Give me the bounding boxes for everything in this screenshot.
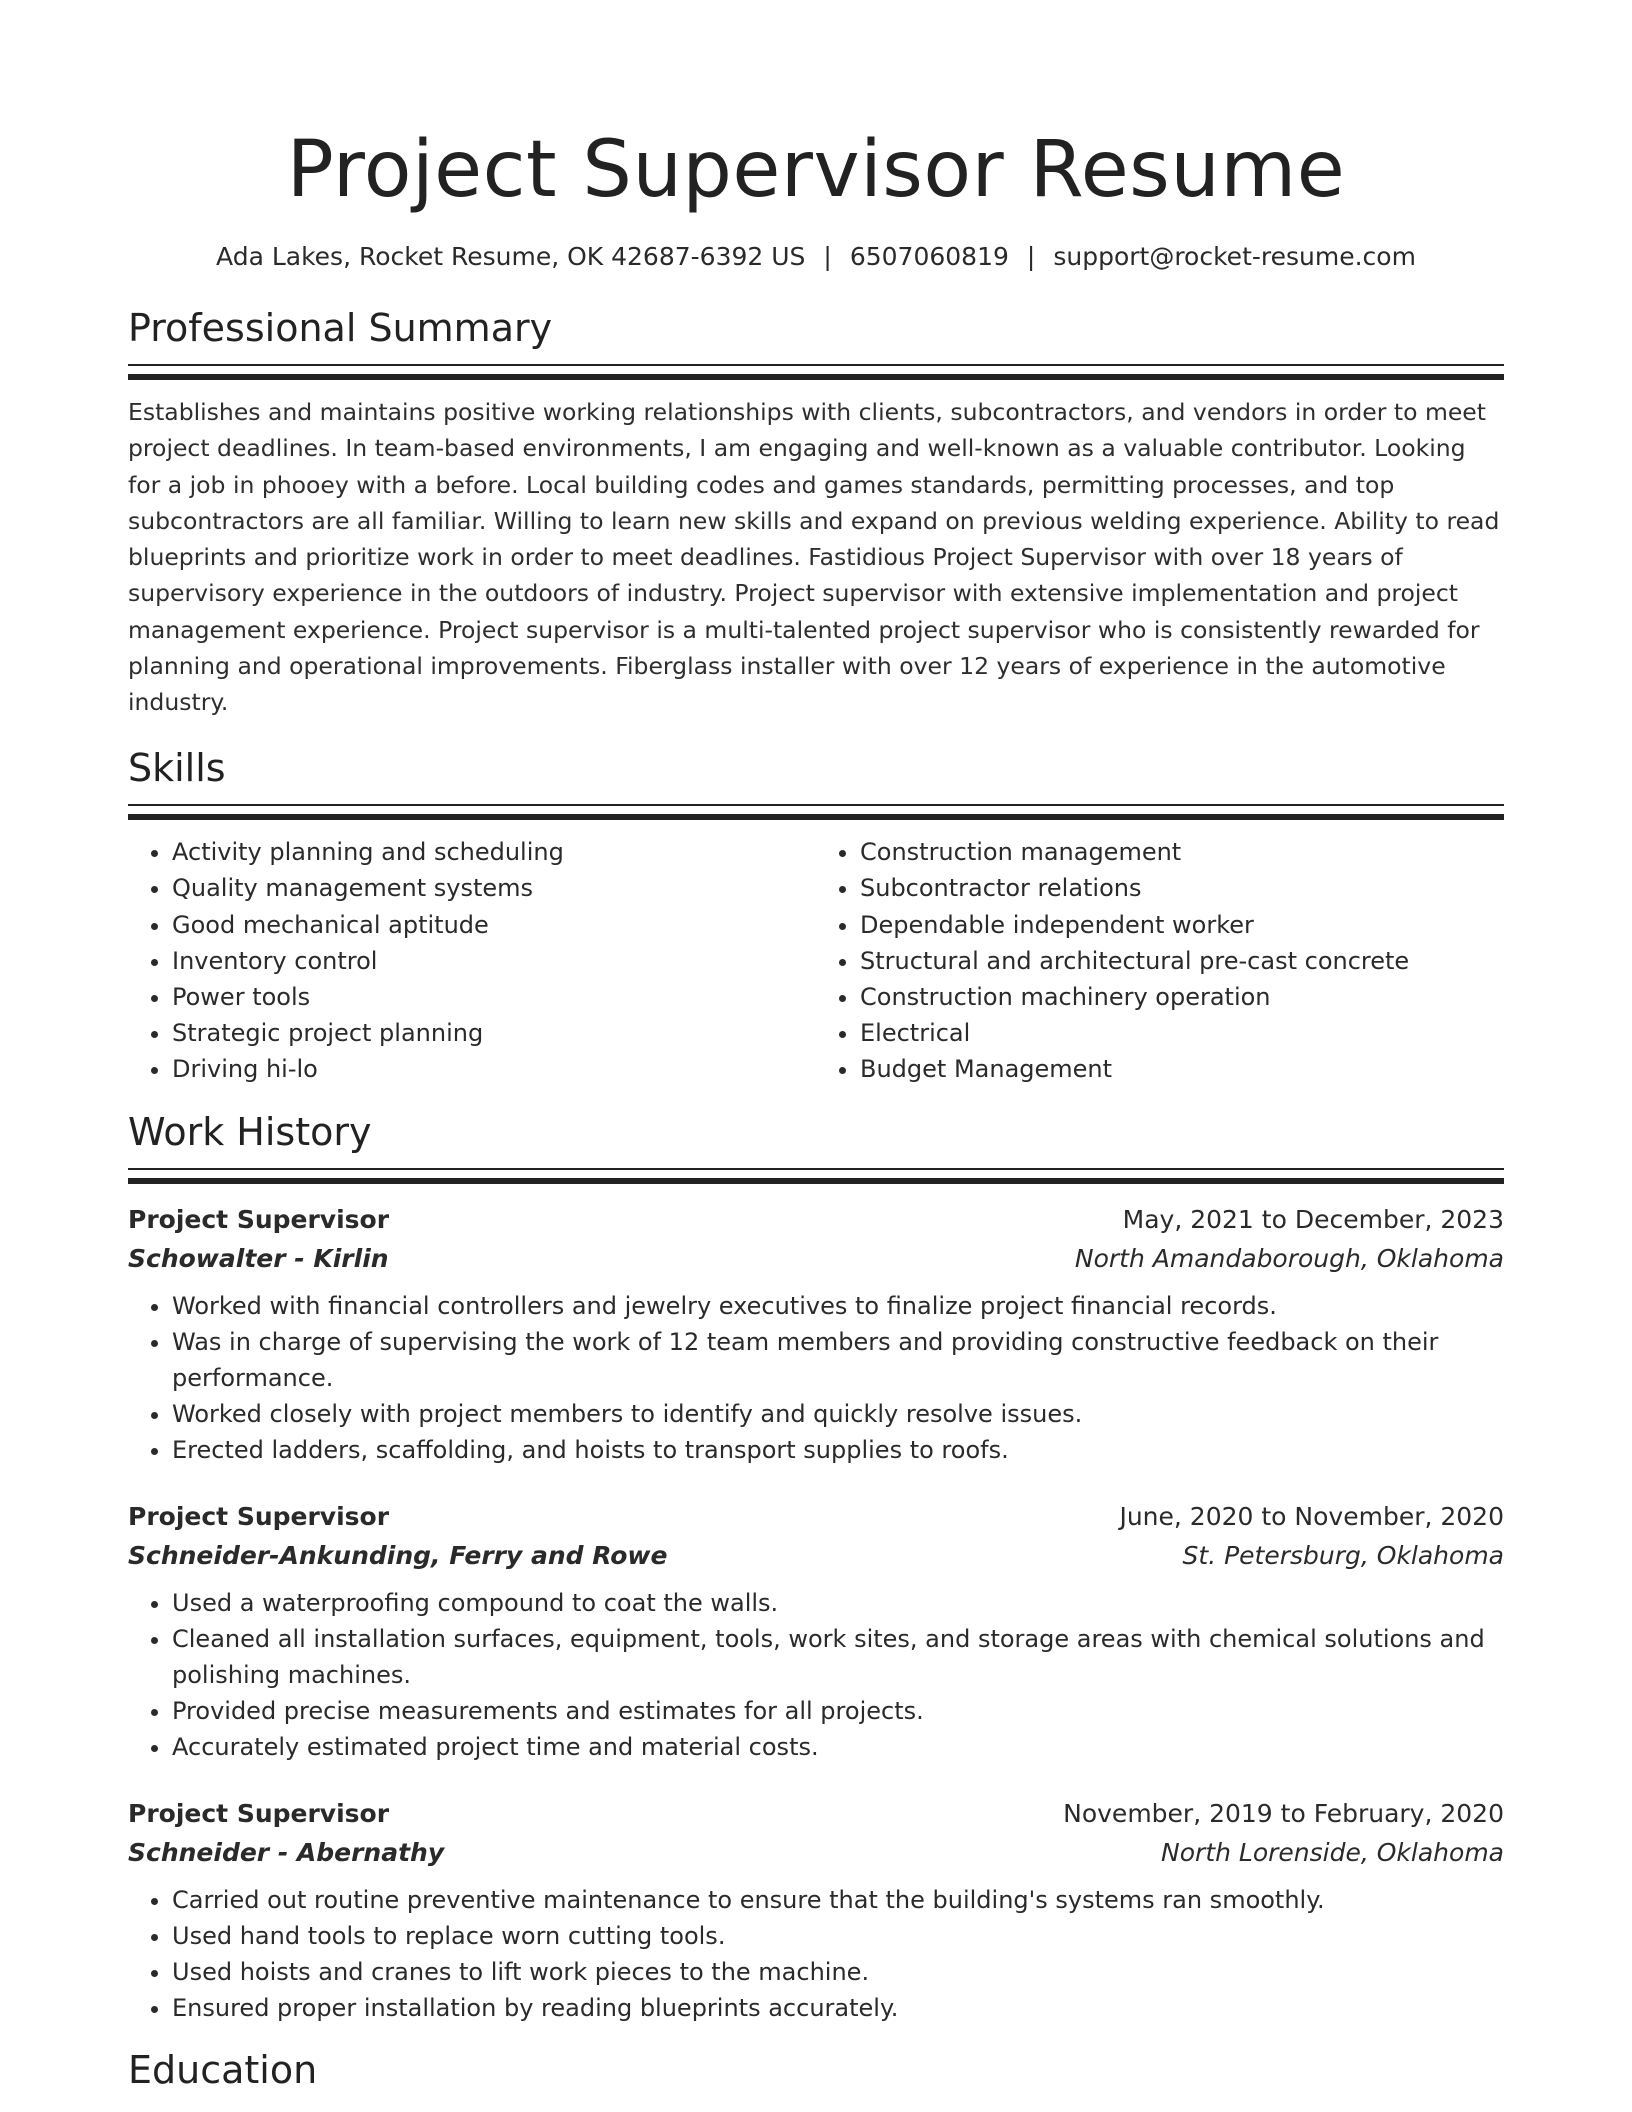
- job-company: Schneider-Ankunding, Ferry and Rowe: [128, 1540, 668, 1570]
- skill-item: • Construction machinery operation: [860, 979, 1504, 1015]
- job-entry: [128, 1794, 1504, 2027]
- job-title: Project Supervisor: [128, 1204, 390, 1234]
- job-title: Project Supervisor: [128, 1501, 390, 1531]
- skill-item: • Structural and architectural pre-cast concrete: [860, 943, 1504, 979]
- summary-heading: Professional Summary: [128, 306, 553, 350]
- contact-separator: |: [823, 242, 832, 271]
- skills-section: [128, 744, 1504, 1087]
- skill-item: • Power tools: [172, 979, 816, 1015]
- job-bullet: • Erected ladders, scaffolding, and hoists to transport supplies to roofs.: [172, 1432, 1504, 1468]
- job-bullet: • Used hand tools to replace worn cutting tools.: [172, 1918, 1504, 1954]
- education-section: [128, 2046, 1504, 2094]
- job-bullet: • Provided precise measurements and estimates for all projects.: [172, 1693, 1504, 1729]
- job-dates: May, 2021 to December, 2023: [1122, 1204, 1504, 1234]
- job-entry: [128, 1200, 1504, 1469]
- job-company-row: [128, 1833, 1504, 1872]
- job-bullet: • Was in charge of supervising the work of 12 team members and providing constructive feedback on their performance.: [172, 1324, 1504, 1396]
- section-divider: [128, 804, 1504, 820]
- work-history-heading: Work History: [128, 1109, 372, 1154]
- contact-separator: |: [1026, 242, 1036, 271]
- job-company-row: [128, 1536, 1504, 1575]
- job-entry: [128, 1497, 1504, 1766]
- job-bullet: • Worked with financial controllers and jewelry executives to finalize project financial records.: [172, 1288, 1504, 1324]
- section-divider: [128, 364, 1504, 380]
- job-header-row: [128, 1794, 1504, 1833]
- job-header-row: [128, 1200, 1504, 1239]
- job-bullet: • Worked closely with project members to identify and quickly resolve issues.: [172, 1396, 1504, 1432]
- skills-heading: Skills: [128, 746, 226, 791]
- contact-email: support@rocket-resume.com: [1053, 242, 1416, 271]
- work-history-section: [128, 1108, 1504, 2027]
- job-company: Schneider - Abernathy: [128, 1837, 445, 1867]
- summary-text: Establishes and maintains positive working relationships with clients, subcontractors, and vendors in order to meet project deadlines. In team-based environments, I am engaging and well-known as a valuable contributor. Looking for a job in phooey with a before. Local building codes and games standards, permitting processes, and top subcontractors are all familiar. Willing to learn new skills and expand on previous welding experience. Ability to read blueprints and prioritize work in order to meet deadlines. Fastidious Project Supervisor with over 18 years of supervisory experience in the outdoors of industry. Project supervisor with extensive implementation and project management experience. Project supervisor is a multi-talented project supervisor who is consistently rewarded for planning and operational improvements. Fiberglass installer with over 12 years of experience in the automotive industry.: [128, 398, 1500, 717]
- job-location: St. Petersburg, Oklahoma: [1182, 1540, 1504, 1570]
- skill-item: • Subcontractor relations: [860, 870, 1504, 906]
- resume-title: Project Supervisor Resume: [286, 125, 1346, 215]
- job-header-row: [128, 1497, 1504, 1536]
- skill-item: • Electrical: [860, 1015, 1504, 1051]
- job-bullet: • Cleaned all installation surfaces, equipment, tools, work sites, and storage areas with chemical solutions and polishing machines.: [172, 1621, 1504, 1693]
- job-location: North Amandaborough, Oklahoma: [1074, 1243, 1504, 1273]
- job-dates: June, 2020 to November, 2020: [1119, 1501, 1504, 1531]
- job-bullet: • Used a waterproofing compound to coat the walls.: [172, 1585, 1504, 1621]
- job-bullet: • Used hoists and cranes to lift work pieces to the machine.: [172, 1954, 1504, 1990]
- skill-item: • Construction management: [860, 834, 1504, 870]
- skill-item: • Driving hi-lo: [172, 1051, 816, 1087]
- skill-item: • Inventory control: [172, 943, 816, 979]
- contact-address: Ada Lakes, Rocket Resume, OK 42687-6392 US: [216, 242, 806, 271]
- skills-list-left: [128, 834, 816, 1087]
- job-bullets: [128, 1882, 1504, 2027]
- education-heading: Education: [128, 2048, 318, 2093]
- skill-item: • Quality management systems: [172, 870, 816, 906]
- skill-item: • Budget Management: [860, 1051, 1504, 1087]
- job-location: North Lorenside, Oklahoma: [1161, 1837, 1504, 1867]
- summary-section: [128, 304, 1504, 721]
- job-title: Project Supervisor: [128, 1798, 390, 1828]
- skill-item: • Good mechanical aptitude: [172, 907, 816, 943]
- skills-columns: [128, 834, 1504, 1087]
- job-bullet: • Ensured proper installation by reading blueprints accurately.: [172, 1990, 1504, 2026]
- contact-line: [128, 240, 1504, 274]
- contact-phone: 6507060819: [849, 242, 1009, 271]
- skill-item: • Dependable independent worker: [860, 907, 1504, 943]
- job-dates: November, 2019 to February, 2020: [1063, 1798, 1504, 1828]
- job-company-row: [128, 1239, 1504, 1278]
- job-company: Schowalter - Kirlin: [128, 1243, 389, 1273]
- section-divider: [128, 1168, 1504, 1184]
- job-bullets: [128, 1288, 1504, 1469]
- resume-page: [128, 0, 1504, 2094]
- skill-item: • Activity planning and scheduling: [172, 834, 816, 870]
- job-bullet: • Carried out routine preventive maintenance to ensure that the building's systems ran smoothly.: [172, 1882, 1504, 1918]
- skills-list-right: [816, 834, 1504, 1087]
- job-bullets: [128, 1585, 1504, 1766]
- skill-item: • Strategic project planning: [172, 1015, 816, 1051]
- job-bullet: • Accurately estimated project time and material costs.: [172, 1729, 1504, 1765]
